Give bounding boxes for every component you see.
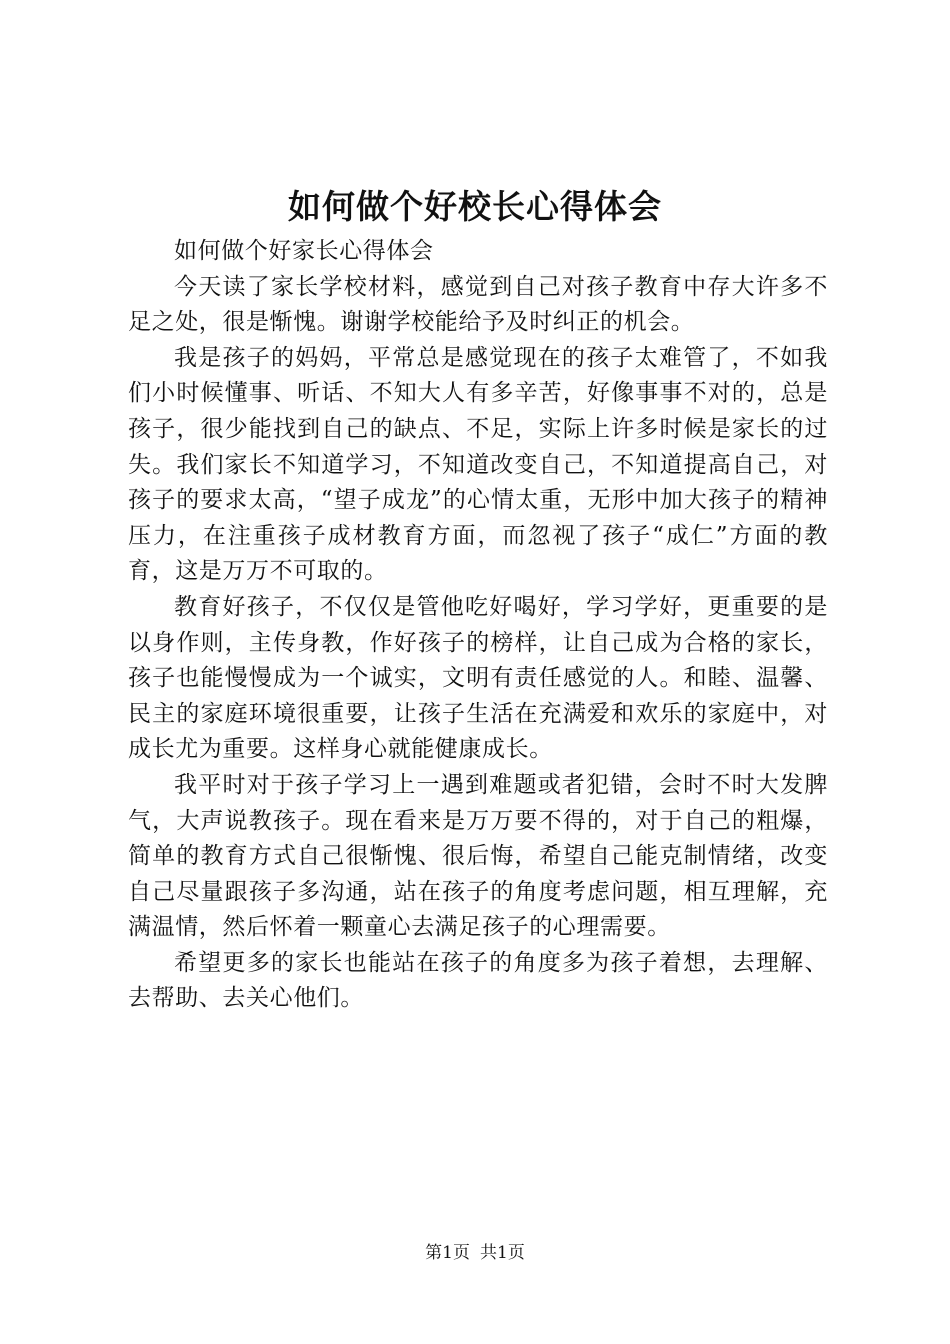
paragraph-4: 我平时对于孩子学习上一遇到难题或者犯错，会时不时大发脾气，大声说教孩子。现在看来是万万要不得的，对于自己的粗爆，简单的教育方式自己很惭愧、很后悔，希望自己能克制情绪，改变自己尽量跟孩子多沟通，站在孩子的角度考虑问题，相互理解，充满温情，然后怀着一颗童心去满足孩子的心理需要。: [128, 771, 828, 941]
page-footer: [0, 1240, 950, 1266]
page-total: 共1页: [480, 1243, 525, 1263]
paragraph-1: 今天读了家长学校材料，感觉到自己对孩子教育中存大许多不足之处，很是惭愧。谢谢学校能给予及时纠正的机会。: [128, 273, 828, 336]
page-number: 第1页: [425, 1243, 470, 1263]
paragraph-subtitle: 如何做个好家长心得体会: [174, 238, 434, 264]
paragraph-3: 教育好孩子，不仅仅是管他吃好喝好，学习学好，更重要的是以身作则，主传身教，作好孩子的榜样，让自己成为合格的家长，孩子也能慢慢成为一个诚实，文明有责任感觉的人。和睦、温馨、民主的家庭环境很重要，让孩子生活在充满爱和欢乐的家庭中，对成长尤为重要。这样身心就能健康成长。: [128, 593, 828, 763]
paragraph-5: 希望更多的家长也能站在孩子的角度多为孩子着想，去理解、去帮助、去关心他们。: [128, 949, 828, 1012]
document-title: 如何做个好校长心得体会: [288, 187, 662, 226]
document-body: [128, 234, 828, 1017]
paragraph-2: 我是孩子的妈妈，平常总是感觉现在的孩子太难管了，不如我们小时候懂事、听话、不知大人有多辛苦，好像事事不对的，总是孩子，很少能找到自己的缺点、不足，实际上许多时候是家长的过失。我们家长不知道学习，不知道改变自己，不知道提高自己，对孩子的要求太高，“望子成龙”的心情太重，无形中加大孩子的精神压力，在注重孩子成材教育方面，而忽视了孩子“成仁”方面的教育，这是万万不可取的。: [128, 344, 828, 585]
